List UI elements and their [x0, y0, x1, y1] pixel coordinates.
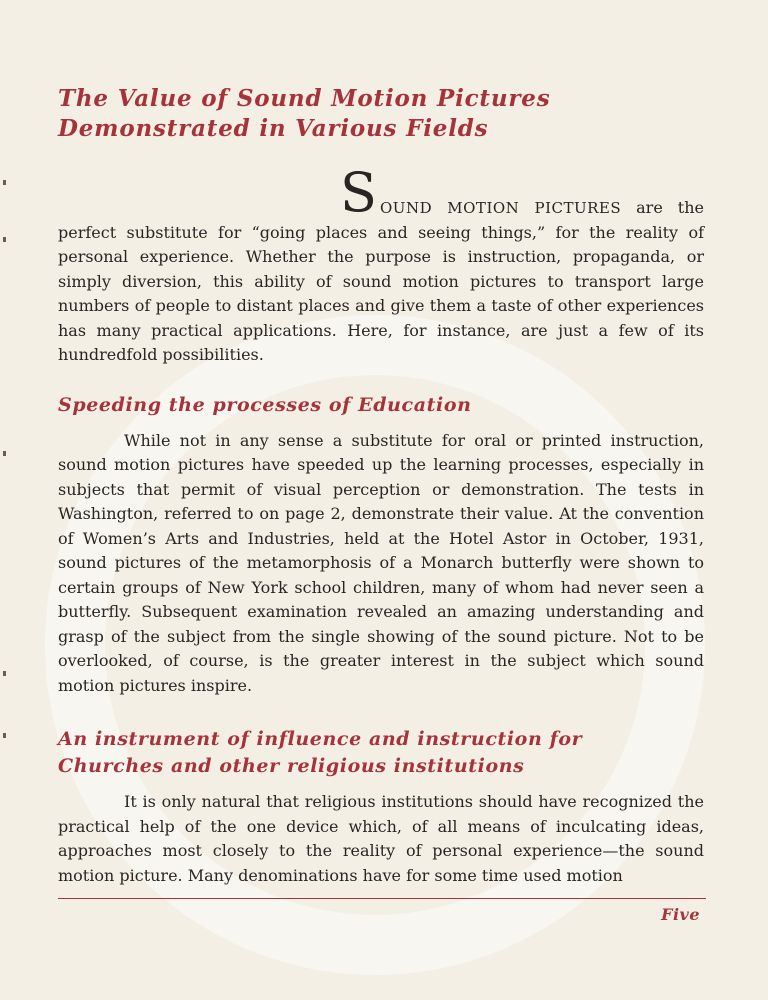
- margin-mark: [3, 180, 6, 185]
- title-line-2: Demonstrated in Various Fields: [58, 115, 489, 142]
- drop-cap: S: [340, 161, 377, 224]
- heading-line-2: Churches and other religious institutions: [58, 755, 525, 777]
- title-line-1: The Value of Sound Motion Pictures: [58, 85, 551, 112]
- education-paragraph: While not in any sense a substitute for oral or printed instruction, sound motion pictures have speeded up the learning processes, especially in subjects that permit of visual perception or demonstration. The tests in Washington, referred to on page 2, demonstrate their value. At the convention of Women’s Arts and Industries, held at the Hotel Astor in October, 1931, sound pictures of the metamorphosis of a Monarch butterfly were shown to certain groups of New York school children, many of whom had never seen a butterfly. Subsequent examination revealed an amazing understanding and grasp of the subject from the single showing of the sound picture. Not to be overlooked, of course, is the greater interest in the subject which sound motion pictures inspire.: [58, 430, 704, 695]
- page-title: [58, 84, 704, 144]
- margin-mark: [3, 671, 6, 676]
- intro-smallcaps: OUND MOTION PICTURES: [380, 199, 622, 217]
- heading-line-1: An instrument of influence and instruction for: [58, 728, 583, 750]
- section-heading-churches: [58, 726, 704, 780]
- margin-mark: [3, 733, 6, 738]
- margin-mark: [3, 237, 6, 242]
- footer-rule: [58, 898, 706, 899]
- intro-text: are the perfect substitute for “going places and seeing things,” for the reality of personal experience. Whether the purpose is instruction, propaganda, or simply diversion, this ability of sound motion pictures to transport large numbers of people to distant places and give them a taste of other experiences has many practical applications. Here, for instance, are just a few of its hundredfold possibilities.: [58, 198, 705, 364]
- page-content: [58, 84, 704, 888]
- drop-cap-spacer: [58, 166, 704, 196]
- intro-paragraph: [58, 161, 705, 368]
- page-number: Five: [661, 905, 700, 924]
- margin-mark: [3, 451, 6, 456]
- section-heading-education: Speeding the processes of Education: [58, 393, 472, 416]
- churches-paragraph: It is only natural that religious institutions should have recognized the practical help of the one device which, of all means of inculcating ideas, approaches most closely to the reality of personal experience—the sound motion picture. Many denominations have for some time used motion: [58, 792, 704, 885]
